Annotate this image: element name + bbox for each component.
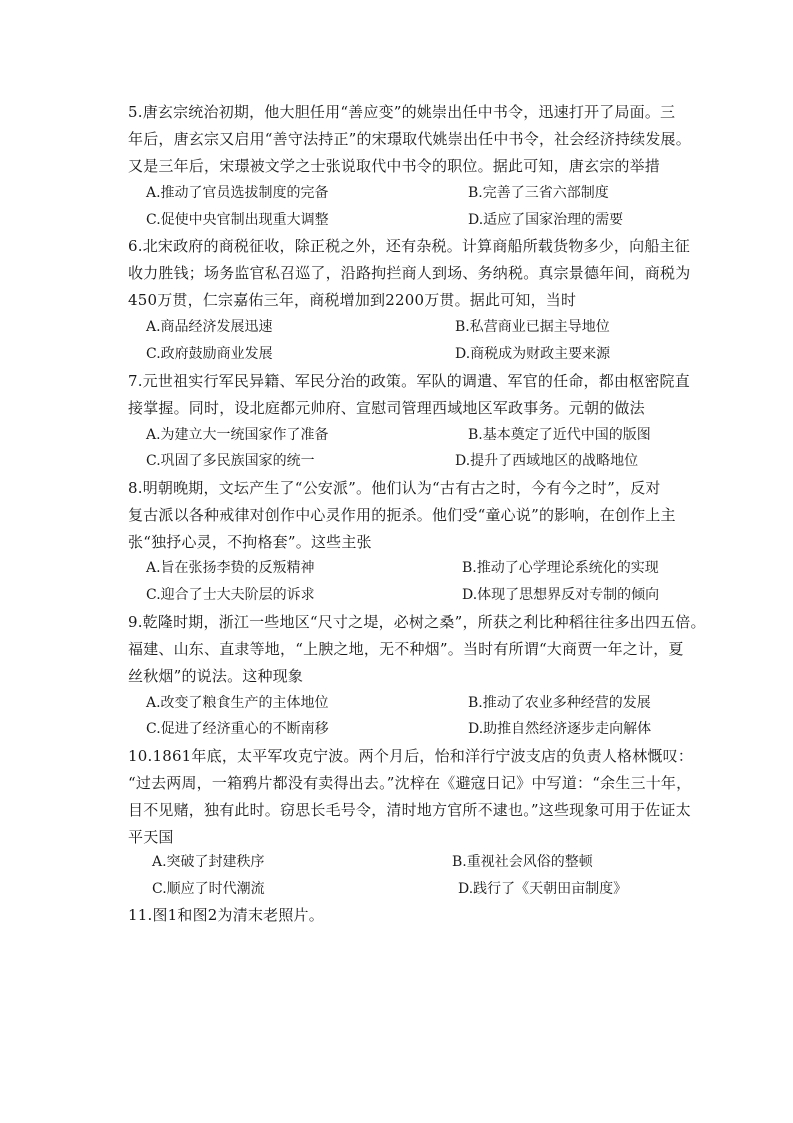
question-text-line: 福建、山东、直隶等地，“上腴之地，无不种烟”。当时有所谓“大商贾一年之计，夏	[128, 640, 684, 658]
option-b: B.基本奠定了近代中国的版图	[468, 427, 651, 443]
option-d: D.体现了思想界反对专制的倾向	[462, 587, 660, 603]
option-c: C.巩固了多民族国家的统一	[146, 453, 315, 469]
option-a: A.推动了官员选拔制度的完备	[146, 185, 329, 201]
option-a: A.商品经济发展迅速	[146, 319, 273, 335]
option-d: D.助推自然经济逐步走向解体	[468, 721, 652, 737]
option-a: A.为建立大一统国家作了准备	[146, 427, 329, 443]
option-d: D.提升了西域地区的战略地位	[455, 453, 639, 469]
question-text-line: 5.唐玄宗统治初期，他大胆任用“善应变”的姚崇出任中书令，迅速打开了局面。三	[128, 103, 676, 121]
option-d: D.践行了《天朝田亩制度》	[458, 881, 628, 897]
question-text-line: 收力胜钱；场务监官私召巡了，沿路拘拦商人到场、务纳税。真宗景德年间，商税为	[128, 264, 691, 282]
option-c: C.促使中央官制出现重大调整	[146, 212, 329, 228]
question-text-line: 7.元世祖实行军民异籍、军民分治的政策。军队的调遣、军官的任命，都由枢密院直	[128, 372, 690, 390]
option-b: B.推动了心学理论系统化的实现	[462, 560, 659, 576]
option-d: D.商税成为财政主要来源	[455, 346, 611, 362]
question-text-line: 平天国	[128, 828, 174, 846]
option-b: B.完善了三省六部制度	[468, 185, 609, 201]
question-text-line: 接掌握。同时，设北庭都元帅府、宣慰司管理西域地区军政事务。元朝的做法	[128, 399, 645, 417]
question-text-line: 复古派以各种戒律对创作中心灵作用的扼杀。他们受“童心说”的影响，在创作上主	[128, 506, 676, 524]
question-text-line: 6.北宋政府的商税征收，除正税之外，还有杂税。计算商船所载货物多少，向船主征	[128, 237, 690, 255]
option-a: A.突破了封建秩序	[152, 854, 265, 870]
option-b: B.重视社会风俗的整顿	[452, 854, 593, 870]
option-c: C.迎合了士大夫阶层的诉求	[146, 587, 315, 603]
option-d: D.适应了国家治理的需要	[468, 212, 624, 228]
question-text-line: 丝秋烟”的说法。这种现象	[128, 667, 304, 685]
option-b: B.私营商业已据主导地位	[455, 319, 610, 335]
option-b: B.推动了农业多种经营的发展	[468, 695, 651, 711]
question-text-line: 又是三年后，宋璟被文学之士张说取代中书令的职位。据此可知，唐玄宗的举措	[128, 157, 661, 175]
question-text-line: “过去两周，一箱鸦片都没有卖得出去。”沈梓在《避寇日记》中写道：“余生三十年，	[128, 774, 692, 792]
option-a: A.旨在张扬李贽的反叛精神	[146, 560, 315, 576]
question-text-line: 年后，唐玄宗又启用“善守法持正”的宋璟取代姚崇出任中书令，社会经济持续发展。	[128, 130, 691, 148]
option-c: C.政府鼓励商业发展	[146, 346, 273, 362]
question-text-line: 8.明朝晚期，文坛产生了“公安派”。他们认为“古有古之时，今有今之时”，反对	[128, 479, 661, 497]
option-c: C.顺应了时代潮流	[152, 881, 265, 897]
question-text-line: 9.乾隆时期，浙江一些地区“尺寸之堤，必树之桑”，所获之利比种稻往往多出四五倍。	[128, 613, 706, 631]
option-c: C.促进了经济重心的不断南移	[146, 721, 329, 737]
question-text-line: 10.1861年底，太平军攻克宁波。两个月后，怡和洋行宁波支店的负责人格林慨叹：	[128, 747, 694, 765]
question-text-line: 11.图1和图2为清末老照片。	[128, 906, 324, 924]
question-text-line: 目不见赌，独有此时。窃思长毛号令，清时地方官所不逮也。”这些现象可用于佐证太	[128, 801, 691, 819]
option-a: A.改变了粮食生产的主体地位	[146, 695, 329, 711]
question-text-line: 450万贯，仁宗嘉佑三年，商税增加到2200万贯。据此可知，当时	[128, 291, 577, 309]
question-text-line: 张“独抒心灵，不拘格套”。这些主张	[128, 533, 372, 551]
